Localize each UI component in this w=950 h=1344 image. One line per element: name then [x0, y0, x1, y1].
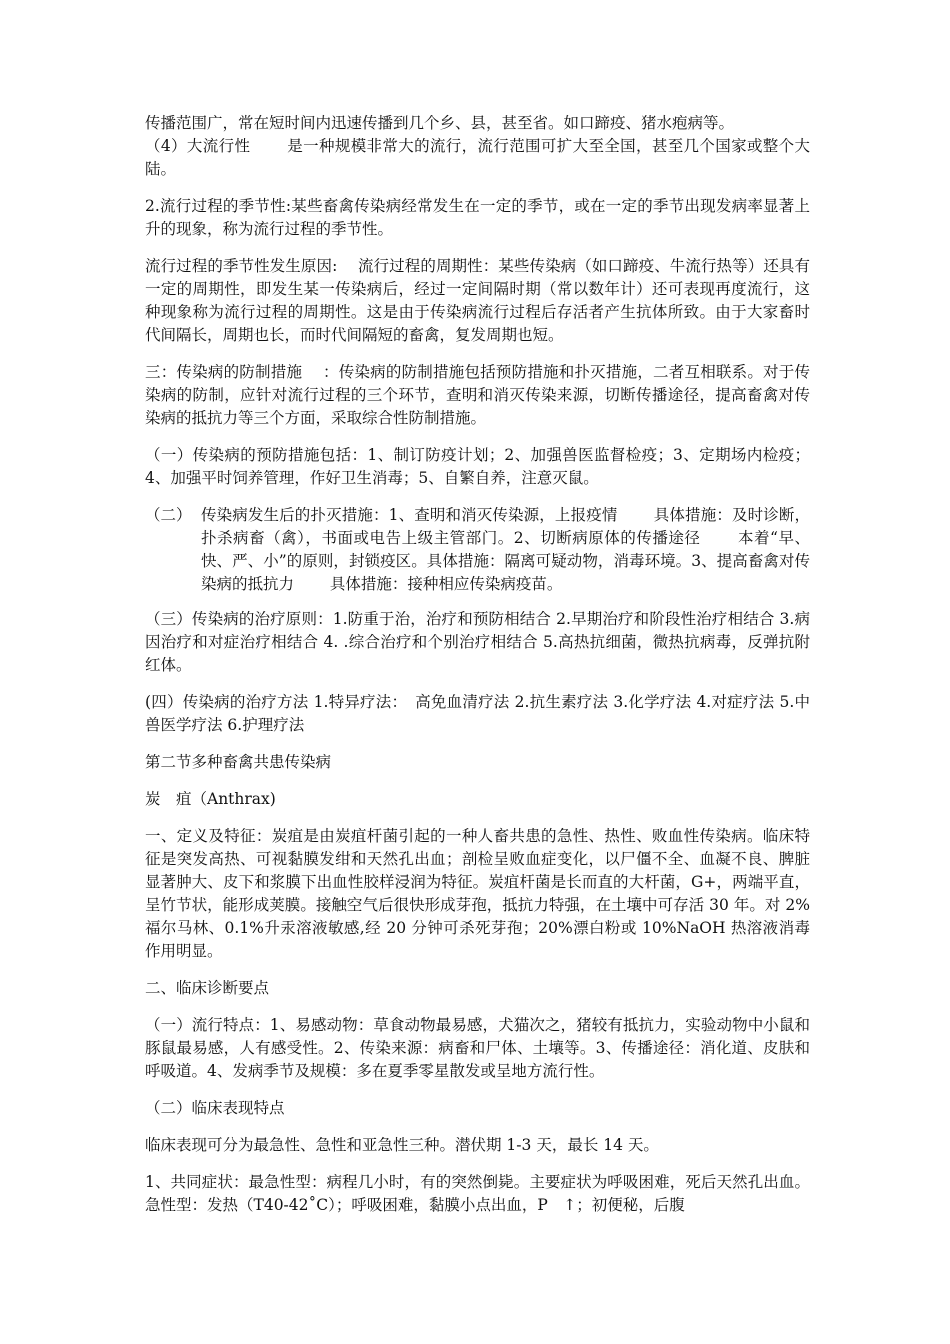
paragraph-treatment-methods: (四）传染病的治疗方法 1.特异疗法： 高免血清疗法 2.抗生素疗法 3.化学疗法 4.对症疗法 5.中兽医学疗法 6.护理疗法 — [145, 693, 810, 734]
paragraph-common-symptoms: 1、共同症状：最急性型：病程几小时，有的突然倒毙。主要症状为呼吸困难，死后天然孔出血。急性型：发热（T40-42˚C）；呼吸困难，黏膜小点出血，P ↑；初便秘，后腹 — [145, 1173, 810, 1214]
paragraph-prevention: （一）传染病的预防措施包括：1、制订防疫计划；2、加强兽医监督检疫；3、定期场内检疫；4、加强平时饲养管理，作好卫生消毒；5、自繁自养，注意灭鼠。 — [145, 446, 810, 487]
subheading-clinical: （二）临床表现特点 — [145, 1099, 285, 1117]
subheading-diagnosis: 二、临床诊断要点 — [145, 979, 270, 997]
paragraph-eradication — [145, 504, 810, 596]
paragraph-treatment-principles: （三）传染病的治疗原则：1.防重于治，治疗和预防相结合 2.早期治疗和阶段性治疗相结合 3.病因治疗和对症治疗相结合 4. .综合治疗和个别治疗相结合 5.高热抗细菌，微热抗病毒，反弹抗附红体。 — [145, 610, 810, 674]
paragraph-epidemic-features: （一）流行特点：1、易感动物：草食动物最易感，犬猫次之，猪较有抵抗力，实验动物中小鼠和豚鼠最易感，人有感受性。2、传染来源：病畜和尸体、土壤等。3、传播途径：消化道、皮肤和呼吸道。4、发病季节及规模：多在夏季零星散发或呈地方流行性。 — [145, 1016, 810, 1080]
paragraph-spread-range: 传播范围广，常在短时间内迅速传播到几个乡、县，甚至省。如口蹄疫、猪水疱病等。 — [145, 114, 735, 132]
paragraph-definition: 一、定义及特征：炭疽是由炭疽杆菌引起的一种人畜共患的急性、热性、败血性传染病。临床特征是突发高热、可视黏膜发绀和天然孔出血；剖检呈败血症变化，以尸僵不全、血凝不良、脾脏显著肿大、皮下和浆膜下出血性胶样浸润为特征。炭疽杆菌是长而直的大杆菌，G+，两端平直，呈竹节状，能形成荚膜。接触空气后很快形成芽孢，抵抗力特强，在土壤中可存活 30 年。对 2%福尔马林、0.1%升汞溶液敏感,经 20 分钟可杀死芽孢；20%漂白粉或 10%NaOH 热溶液消毒作用明显。 — [145, 827, 810, 960]
paragraph-seasonality: 2.流行过程的季节性:某些畜禽传染病经常发生在一定的季节，或在一定的季节出现发病率显著上升的现象，称为流行过程的季节性。 — [145, 197, 810, 238]
paragraph-control-measures: 三：传染病的防制措施 ：传染病的防制措施包括预防措施和扑灭措施，二者互相联系。对于传染病的防制，应针对流行过程的三个环节，查明和消灭传染来源，切断传播途径，提高畜禽对传染病的抵抗力等三个方面，采取综合性防制措施。 — [145, 363, 810, 427]
paragraph-periodicity: 流行过程的季节性发生原因: 流行过程的周期性：某些传染病（如口蹄疫、牛流行热等）还具有一定的周期性，即发生某一传染病后，经过一定间隔时期（常以数年计）还可表现再度流行，这种现象称为流行过程的周期性。这是由于传染病流行过程后存活者产生抗体所致。由于大家畜时代间隔长，周期也长，而时代间隔短的畜禽，复发周期也短。 — [145, 257, 810, 344]
disease-heading: 炭 疽（Anthrax) — [145, 790, 276, 808]
paragraph-eradication-number: （二） — [145, 506, 192, 524]
section-heading: 第二节多种畜禽共患传染病 — [145, 753, 332, 771]
paragraph-pandemic: （4）大流行性 是一种规模非常大的流行，流行范围可扩大至全国，甚至几个国家或整个大陆。 — [145, 137, 810, 178]
paragraph-clinical-types: 临床表现可分为最急性、急性和亚急性三种。潜伏期 1-3 天，最长 14 天。 — [145, 1136, 659, 1154]
paragraph-eradication-text: 传染病发生后的扑灭措施：1、查明和消灭传染源，上报疫情 具体措施：及时诊断，扑杀病畜（禽），书面或电告上级主管部门。2、切断病原体的传播途径 本着“早、快、严、小”的原则，封锁疫区。具体措施：隔离可疑动物，消毒环境。3、提高畜禽对传染病的抵抗力 具体措施：接种相应传染病疫苗。 — [201, 506, 810, 593]
document-body — [145, 112, 810, 1231]
